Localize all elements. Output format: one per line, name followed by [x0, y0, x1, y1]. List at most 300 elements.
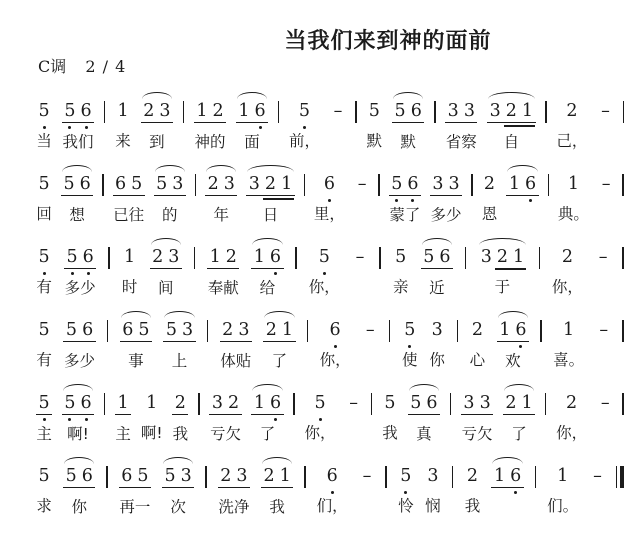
note-digit: 6 [513, 320, 529, 341]
note-group [595, 320, 611, 371]
music-line-4 [36, 307, 624, 380]
note-group [36, 320, 52, 371]
note-digit: 2 [212, 101, 224, 121]
note-digit: 5 [62, 393, 78, 414]
barline [539, 247, 541, 269]
note-beam-group [154, 174, 186, 196]
note-group [589, 466, 605, 517]
note-digit: 5 [312, 393, 328, 414]
note-digit: 6 [115, 174, 127, 194]
note-digit: 3 [480, 247, 492, 267]
note-group [595, 247, 611, 298]
lyric-syllable: 你 [429, 351, 445, 369]
low-octave-dot [43, 272, 46, 275]
note-digit: 6 [252, 101, 268, 122]
note-digit: 5 [316, 247, 332, 268]
lyric-syllable: 求 [36, 497, 52, 515]
note-group [141, 101, 173, 153]
note-digit: 6 [426, 393, 438, 413]
slur-arc [488, 92, 534, 99]
note-digit: 6 [324, 466, 340, 487]
slur-arc [252, 384, 282, 391]
note-digit: 2 [566, 101, 578, 121]
note-group [154, 174, 186, 226]
note-digit: 2 [566, 393, 578, 413]
key-signature: C调 [38, 57, 67, 76]
note-beam-group [324, 466, 340, 487]
note-group [119, 466, 151, 518]
barline [379, 247, 381, 269]
lyric-syllable: 里， [313, 205, 345, 223]
note-digit: 3 [223, 174, 235, 194]
barline [452, 466, 454, 488]
note-group [429, 320, 445, 371]
note-beam-group [565, 174, 581, 195]
note-beam-group [115, 101, 131, 122]
note-digit: 1 [521, 101, 534, 121]
note-beam-group [120, 320, 152, 342]
barline [293, 393, 295, 415]
barline [378, 174, 380, 196]
barline [389, 320, 391, 342]
note-beam-group [61, 174, 93, 196]
note-beam-group [261, 466, 293, 488]
lyric-syllable: 啊! [140, 424, 163, 442]
note-beam-group [122, 247, 138, 268]
dash-extender: – [601, 101, 609, 121]
note-group [207, 247, 239, 299]
note-digit: 6 [79, 174, 91, 194]
note-beam-group [115, 393, 131, 415]
note-beam-group [398, 466, 414, 487]
barline [307, 320, 309, 342]
lyric-syllable: 使 [402, 351, 418, 369]
note-beam-group [62, 101, 94, 123]
note-beam-group [246, 174, 294, 196]
note-group [209, 393, 241, 445]
slur-arc [163, 457, 193, 464]
note-digit: 2 [496, 247, 508, 267]
note-group [362, 320, 378, 371]
low-octave-dot [323, 272, 326, 275]
note-digit: 6 [508, 466, 524, 487]
note-beam-group [172, 393, 188, 415]
note-digit: 6 [439, 247, 451, 267]
low-octave-dot [529, 199, 532, 202]
note-group [598, 174, 614, 225]
note-group [389, 174, 421, 226]
lyric-syllable: 怜 [398, 497, 414, 515]
note-beam-group [163, 320, 195, 342]
note-digit: 3 [211, 393, 223, 413]
note-digit: 2 [471, 320, 483, 340]
note-beam-group [597, 393, 613, 414]
lyric-syllable: 己， [556, 132, 588, 150]
lyric-syllable: 主 [115, 425, 131, 443]
note-group [487, 101, 535, 153]
note-beam-group [251, 393, 283, 415]
note-group [392, 101, 424, 153]
note-group [597, 393, 613, 444]
note-beam-group [236, 101, 268, 123]
lyric-syllable: 我 [464, 497, 481, 515]
note-group [314, 174, 345, 225]
lyric-syllable: 们， [316, 497, 348, 515]
lyric-syllable: 你， [319, 351, 351, 369]
note-digit: 3 [168, 247, 180, 267]
lyric-syllable: 亏欠 [209, 425, 241, 443]
note-digit: 1 [281, 174, 293, 194]
lyric-syllable: 心 [469, 351, 486, 369]
note-beam-group [487, 101, 535, 123]
note-digit: 1 [238, 101, 250, 121]
note-group [113, 174, 145, 226]
barline [198, 393, 200, 415]
lyric-syllable: 欢 [505, 352, 521, 370]
note-beam-group [430, 174, 462, 196]
low-octave-dot [85, 418, 88, 421]
lyric-syllable: 上 [171, 352, 188, 370]
note-beam-group [251, 247, 283, 269]
low-octave-dot [68, 418, 71, 421]
low-octave-dot [71, 272, 74, 275]
slur-arc [252, 238, 282, 245]
note-digit: 5 [38, 466, 50, 486]
note-digit: 3 [489, 101, 501, 121]
lyric-syllable: 了 [511, 425, 527, 443]
lyric-syllable: 我们 [62, 133, 94, 151]
note-beam-group [503, 393, 535, 415]
note-beam-group [62, 393, 94, 415]
note-group [141, 393, 163, 444]
barline [108, 247, 110, 269]
barline [385, 466, 387, 488]
note-beam-group [220, 320, 252, 342]
lyric-syllable: 来 [115, 132, 131, 150]
dash-extender: – [349, 393, 357, 413]
note-digit: 2 [227, 393, 240, 413]
note-digit: 3 [463, 101, 475, 121]
slur-arc [264, 311, 294, 318]
low-octave-dot [514, 491, 517, 494]
music-line-6 [36, 453, 624, 526]
note-digit: 1 [563, 320, 575, 340]
note-beam-group [63, 320, 95, 342]
lyric-syllable: 蒙了 [389, 206, 421, 224]
low-octave-dot [85, 126, 88, 129]
note-group [558, 174, 589, 225]
note-digit: 1 [499, 320, 511, 340]
lyric-syllable: 多少 [430, 206, 462, 224]
barline [457, 320, 459, 342]
lyric-syllable: 多少 [64, 352, 96, 370]
song-title: 当我们来到神的面前 [284, 29, 492, 54]
note-digit: 3 [172, 174, 184, 194]
note-digit: 2 [220, 466, 232, 486]
lyric-syllable: 的 [162, 206, 178, 224]
lyric-syllable: 有 [36, 278, 52, 296]
note-beam-group [64, 247, 96, 269]
note-digit: 5 [65, 320, 78, 340]
note-digit: 6 [267, 247, 283, 268]
slur-arc [63, 384, 93, 391]
dash-extender: – [365, 320, 374, 340]
barline [106, 466, 108, 488]
note-digit: 1 [281, 320, 294, 340]
note-digit: 6 [321, 174, 337, 195]
note-digit: 2 [207, 174, 219, 194]
note-group [320, 320, 351, 371]
note-group [251, 393, 283, 445]
lyric-syllable: 我 [172, 425, 189, 443]
note-beam-group [595, 247, 611, 268]
note-digit: 5 [63, 174, 75, 194]
note-group [402, 320, 418, 371]
note-group [172, 393, 188, 445]
lyric-syllable: 想 [69, 206, 85, 224]
slur-arc [247, 165, 293, 172]
lyric-syllable: 事 [128, 352, 144, 370]
note-beam-group [564, 393, 580, 414]
barline [207, 320, 209, 342]
note-digit: 1 [209, 247, 221, 267]
note-digit: 3 [431, 320, 443, 340]
note-digit: 2 [505, 101, 517, 121]
dash-extender: – [362, 466, 371, 486]
low-octave-dot [331, 491, 334, 494]
low-octave-dot [404, 491, 407, 494]
note-digit: 3 [181, 320, 194, 340]
barline [540, 320, 542, 342]
note-digit: 2 [174, 393, 186, 413]
note-beam-group [113, 174, 145, 196]
barline [195, 174, 197, 196]
note-group [62, 393, 94, 445]
note-beam-group [393, 247, 409, 268]
slur-arc [142, 92, 172, 99]
lyric-syllable: 面 [244, 133, 260, 151]
lyric-syllable: 时 [121, 278, 138, 296]
note-beam-group [194, 101, 226, 123]
note-digit: 6 [122, 320, 134, 340]
note-digit: 5 [410, 393, 422, 413]
note-beam-group [144, 393, 160, 414]
note-beam-group [497, 320, 529, 342]
note-digit: 5 [164, 466, 176, 486]
note-beam-group [389, 174, 421, 196]
note-beam-group [345, 393, 361, 414]
note-digit: 1 [521, 393, 533, 413]
note-group [122, 247, 138, 298]
note-group [481, 174, 497, 225]
note-group [63, 466, 95, 518]
note-group [553, 320, 584, 371]
dash-extender: – [599, 320, 608, 340]
dash-extender: – [601, 174, 610, 194]
note-beam-group [597, 101, 613, 122]
low-octave-dot [43, 126, 46, 129]
sixteenth-underline [495, 268, 526, 270]
low-octave-dot [328, 199, 331, 202]
final-barline [616, 466, 624, 488]
lyric-syllable: 有 [36, 351, 52, 369]
note-group [36, 247, 52, 298]
note-beam-group [352, 247, 368, 268]
lyric-syllable: 真 [416, 425, 432, 443]
lyric-syllable: 了 [271, 352, 288, 370]
note-group [408, 393, 440, 445]
note-digit: 6 [405, 174, 421, 195]
barline [434, 101, 436, 123]
lyric-syllable: 喜。 [553, 351, 585, 369]
lyric-syllable: 省察 [445, 133, 477, 151]
note-beam-group [36, 174, 52, 195]
slur-arc [121, 311, 151, 318]
slur-arc [479, 238, 525, 245]
note-group [503, 393, 535, 445]
note-digit: 5 [423, 247, 435, 267]
note-group [464, 466, 480, 517]
note-group [150, 247, 182, 299]
barline [371, 393, 373, 415]
note-digit: 3 [463, 393, 475, 413]
note-beam-group [263, 320, 295, 342]
note-beam-group [119, 466, 151, 488]
lyric-syllable: 体贴 [220, 352, 252, 370]
lyric-syllable: 日 [262, 206, 279, 224]
lyric-syllable: 默 [366, 132, 383, 150]
note-digit: 1 [124, 247, 136, 267]
note-group [393, 247, 409, 298]
note-beam-group [408, 393, 440, 415]
note-beam-group [392, 101, 424, 123]
lyric-syllable: 你， [304, 424, 336, 442]
note-beam-group [478, 247, 526, 268]
barline [102, 174, 104, 196]
note-beam-group [141, 101, 173, 123]
note-digit: 1 [567, 174, 579, 194]
note-group [552, 247, 583, 298]
note-group [547, 466, 578, 517]
note-group [597, 101, 613, 152]
note-digit: 6 [267, 393, 283, 414]
note-digit: 2 [265, 320, 277, 340]
note-beam-group [445, 101, 477, 123]
barline [183, 101, 185, 123]
lyric-syllable: 悯 [425, 497, 441, 515]
low-octave-dot [408, 345, 411, 348]
note-group [62, 101, 94, 153]
note-digit: 1 [253, 247, 265, 267]
final-barline-thick [620, 466, 624, 488]
note-group [382, 393, 398, 444]
note-group [36, 101, 52, 152]
note-beam-group [63, 466, 95, 488]
note-beam-group [598, 174, 614, 195]
note-digit: 3 [180, 466, 192, 486]
note-digit: 3 [432, 174, 444, 194]
low-octave-dot [68, 126, 71, 129]
note-group [556, 393, 587, 444]
note-beam-group [506, 174, 538, 196]
lyric-syllable: 多少 [64, 279, 96, 297]
lyric-syllable: 给 [259, 279, 276, 297]
note-beam-group [36, 247, 52, 268]
lyric-syllable: 主 [36, 425, 52, 443]
music-line-5 [36, 380, 624, 453]
note-group [345, 393, 361, 444]
lyric-syllable: 你， [551, 278, 583, 296]
note-beam-group [559, 247, 575, 268]
lyric-syllable: 亏欠 [461, 425, 493, 443]
note-group [64, 247, 96, 299]
note-digit: 5 [137, 466, 149, 486]
note-digit: 5 [36, 101, 52, 122]
note-digit: 1 [196, 101, 208, 121]
note-group [251, 247, 283, 299]
note-group [359, 466, 375, 517]
note-beam-group [150, 247, 182, 269]
lyric-syllable: 自 [503, 133, 520, 151]
note-digit: 1 [513, 247, 525, 267]
note-beam-group [36, 466, 52, 487]
note-digit: 6 [80, 247, 96, 268]
note-digit: 5 [38, 174, 50, 194]
note-group [115, 101, 131, 152]
note-beam-group [464, 466, 480, 487]
lyric-syllable: 亲 [392, 278, 409, 296]
slur-arc [262, 457, 292, 464]
time-signature: 2 / 4 [85, 57, 127, 76]
note-group [506, 174, 538, 226]
low-octave-dot [87, 272, 90, 275]
note-beam-group [469, 320, 485, 341]
note-group [162, 466, 194, 518]
note-digit: 2 [143, 101, 155, 121]
note-group [36, 174, 52, 225]
note-group [425, 466, 441, 517]
note-digit: 2 [561, 247, 573, 267]
note-digit: 5 [394, 101, 406, 121]
note-group [263, 320, 295, 372]
note-digit: 5 [384, 393, 396, 413]
low-octave-dot [259, 126, 262, 129]
note-digit: 1 [557, 466, 569, 486]
note-digit: 3 [248, 174, 260, 194]
note-digit: 6 [78, 101, 94, 122]
lyric-syllable: 洗净 [218, 498, 250, 516]
note-digit: 2 [505, 393, 517, 413]
note-digit: 5 [64, 247, 80, 268]
note-digit: 5 [395, 247, 407, 267]
barline [465, 247, 467, 269]
note-group [36, 393, 52, 445]
low-octave-dot [411, 199, 414, 202]
note-beam-group [402, 320, 418, 341]
barline [623, 101, 625, 123]
note-digit: 3 [447, 101, 459, 121]
lyric-syllable: 间 [157, 279, 174, 297]
note-group [163, 320, 195, 372]
note-beam-group [461, 393, 493, 415]
note-group [461, 393, 493, 445]
note-group [366, 101, 382, 152]
lyric-syllable: 当 [36, 132, 52, 150]
note-digit: 3 [236, 466, 248, 486]
note-digit: 5 [36, 247, 52, 268]
note-beam-group [321, 174, 337, 195]
barline [107, 320, 109, 342]
